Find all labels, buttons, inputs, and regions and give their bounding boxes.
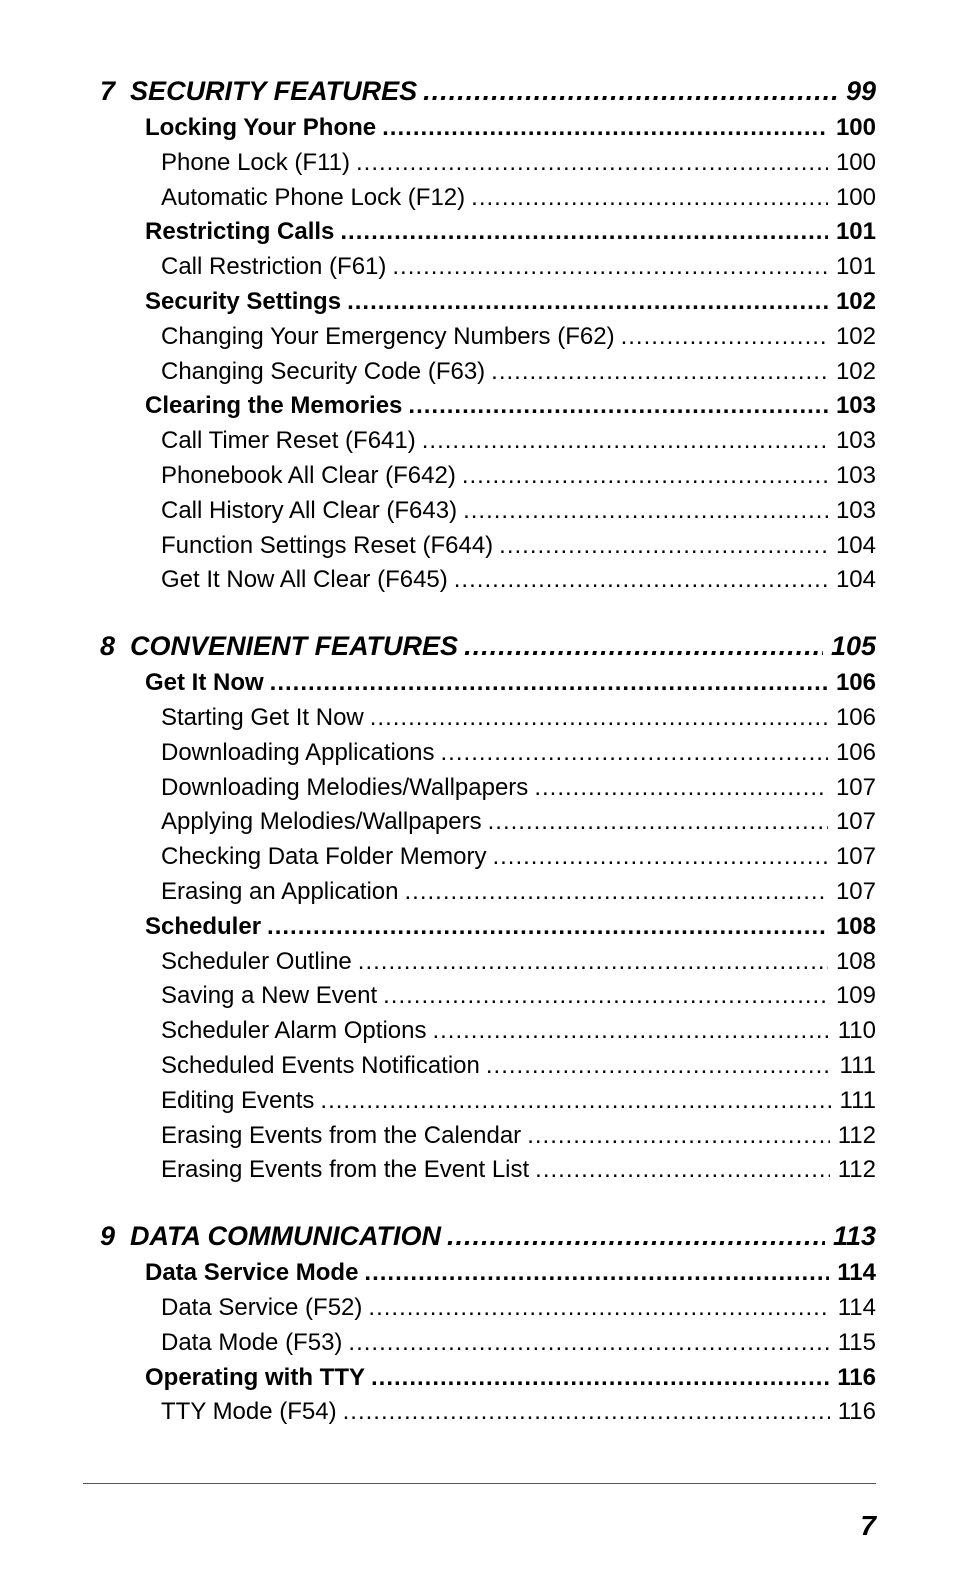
entry-page-number: 107 — [835, 877, 876, 905]
dot-leader — [382, 114, 828, 142]
toc-section-entry[interactable] — [100, 288, 876, 323]
entry-page-number: 101 — [835, 253, 876, 281]
entry-page-number: 108 — [835, 912, 876, 940]
chapter-number: 9 — [100, 1221, 116, 1252]
item-title: Changing Security Code (F63) — [161, 357, 486, 385]
dot-leader — [364, 1259, 829, 1287]
toc-item-entry[interactable] — [100, 358, 876, 393]
dot-leader — [348, 1329, 829, 1357]
toc-item-entry[interactable] — [100, 1398, 876, 1433]
chapter-heading[interactable] — [100, 76, 876, 114]
dot-leader — [486, 1052, 832, 1080]
dot-leader — [392, 253, 828, 281]
dot-leader — [347, 288, 828, 316]
item-title: Erasing Events from the Calendar — [161, 1121, 522, 1149]
section-title: Operating with TTY — [145, 1363, 365, 1391]
toc-item-entry[interactable] — [100, 982, 876, 1017]
dot-leader — [471, 184, 828, 212]
item-title: Function Settings Reset (F644) — [161, 531, 494, 559]
chapter-number: 7 — [100, 76, 116, 106]
dot-leader — [441, 739, 828, 767]
dot-leader — [462, 462, 828, 490]
section-title: Locking Your Phone — [145, 114, 377, 141]
entry-page-number: 111 — [839, 1086, 876, 1114]
dot-leader — [534, 774, 828, 802]
dot-leader — [464, 631, 823, 662]
section-title: Clearing the Memories — [145, 392, 403, 420]
chapter-title-text: CONVENIENT FEATURES — [130, 631, 459, 662]
item-title: Applying Melodies/Wallpapers — [161, 808, 482, 836]
item-title: Scheduler Outline — [161, 947, 352, 975]
toc-item-entry[interactable] — [100, 1156, 876, 1191]
toc-item-entry[interactable] — [100, 739, 876, 774]
dot-leader — [454, 566, 828, 594]
page-number: 7 — [860, 1510, 876, 1541]
item-title: Get It Now All Clear (F645) — [161, 566, 448, 594]
dot-leader — [358, 948, 828, 976]
dot-leader — [491, 358, 828, 386]
entry-page-number: 100 — [835, 114, 876, 141]
toc-item-entry[interactable] — [100, 462, 876, 497]
dot-leader — [370, 704, 828, 732]
dot-leader — [405, 878, 828, 906]
toc-section-entry[interactable] — [100, 1364, 876, 1399]
dot-leader — [527, 1122, 830, 1150]
chapter-number: 8 — [100, 631, 116, 662]
section-title: Get It Now — [145, 669, 264, 697]
chapter-block — [100, 631, 876, 1191]
toc-section-entry[interactable] — [100, 913, 876, 948]
entry-page-number: 102 — [835, 357, 876, 385]
toc-item-entry[interactable] — [100, 1052, 876, 1087]
toc-section-entry[interactable] — [100, 669, 876, 704]
toc-item-entry[interactable] — [100, 184, 876, 219]
item-title: Starting Get It Now — [161, 703, 364, 731]
dot-leader — [408, 392, 828, 420]
entry-page-number: 102 — [835, 322, 876, 350]
item-title: Saving a New Event — [161, 982, 378, 1010]
dot-leader — [383, 982, 828, 1010]
toc-item-entry[interactable] — [100, 948, 876, 983]
toc-section-entry[interactable] — [100, 114, 876, 149]
dot-leader — [499, 532, 828, 560]
chapter-title — [100, 631, 464, 662]
chapter-heading[interactable] — [100, 1221, 876, 1259]
item-title: Downloading Applications — [161, 738, 435, 766]
dot-leader — [492, 843, 828, 871]
entry-page-number: 106 — [835, 669, 876, 697]
entry-page-number: 106 — [835, 703, 876, 731]
item-title: Scheduled Events Notification — [161, 1051, 480, 1079]
dot-leader — [356, 149, 828, 177]
toc-item-entry[interactable] — [100, 704, 876, 739]
entry-page-number: 101 — [835, 218, 876, 246]
toc-item-entry[interactable] — [100, 878, 876, 913]
entry-page-number: 114 — [837, 1293, 876, 1321]
chapter-spacer — [100, 601, 876, 631]
entry-page-number: 100 — [835, 183, 876, 211]
toc-item-entry[interactable] — [100, 566, 876, 601]
chapter-block — [100, 1221, 876, 1433]
dot-leader — [488, 808, 828, 836]
entry-page-number: 116 — [837, 1398, 876, 1426]
dot-leader — [340, 218, 828, 246]
entry-page-number: 106 — [835, 738, 876, 766]
dot-leader — [422, 427, 828, 455]
entry-page-number: 116 — [837, 1363, 876, 1391]
toc-item-entry[interactable] — [100, 774, 876, 809]
item-title: Call History All Clear (F643) — [161, 496, 458, 524]
dot-leader — [447, 1221, 825, 1252]
entry-page-number: 107 — [835, 808, 876, 836]
entry-page-number: 103 — [835, 427, 876, 455]
item-title: Automatic Phone Lock (F12) — [161, 183, 466, 211]
dot-leader — [371, 1364, 829, 1392]
chapter-block — [100, 76, 876, 601]
chapter-spacer — [100, 1191, 876, 1221]
chapter-title-text: SECURITY FEATURES — [130, 76, 418, 106]
item-title: Scheduler Alarm Options — [161, 1017, 427, 1045]
toc-item-entry[interactable] — [100, 1087, 876, 1122]
item-title: Checking Data Folder Memory — [161, 843, 487, 871]
item-title: Changing Your Emergency Numbers (F62) — [161, 322, 615, 350]
chapter-page-number: 99 — [845, 76, 876, 106]
entry-page-number: 100 — [835, 148, 876, 176]
entry-page-number: 104 — [835, 531, 876, 559]
item-title: Call Timer Reset (F641) — [161, 427, 416, 455]
section-title: Data Service Mode — [145, 1259, 359, 1287]
chapter-title — [100, 76, 423, 107]
dot-leader — [368, 1294, 829, 1322]
item-title: Data Service (F52) — [161, 1293, 363, 1321]
entry-page-number: 102 — [835, 287, 876, 315]
toc-item-entry[interactable] — [100, 497, 876, 532]
item-title: TTY Mode (F54) — [161, 1398, 337, 1426]
toc-item-entry[interactable] — [100, 1294, 876, 1329]
entry-page-number: 112 — [837, 1156, 876, 1184]
footer-rule — [83, 1483, 876, 1484]
toc-item-entry[interactable] — [100, 1017, 876, 1052]
entry-page-number: 103 — [835, 392, 876, 420]
section-title: Scheduler — [145, 912, 262, 940]
entry-page-number: 115 — [837, 1328, 876, 1356]
item-title: Data Mode (F53) — [161, 1328, 343, 1356]
dot-leader — [320, 1087, 831, 1115]
dot-leader — [463, 497, 828, 525]
entry-page-number: 111 — [839, 1051, 876, 1079]
item-title: Call Restriction (F61) — [161, 253, 387, 281]
toc-item-entry[interactable] — [100, 532, 876, 567]
item-title: Erasing an Application — [161, 877, 399, 905]
entry-page-number: 107 — [835, 773, 876, 801]
entry-page-number: 103 — [835, 461, 876, 489]
entry-page-number: 103 — [835, 496, 876, 524]
table-of-contents — [100, 76, 876, 1433]
toc-item-entry[interactable] — [100, 253, 876, 288]
entry-page-number: 108 — [835, 947, 876, 975]
toc-item-entry[interactable] — [100, 1122, 876, 1157]
entry-page-number: 110 — [837, 1017, 876, 1045]
toc-item-entry[interactable] — [100, 843, 876, 878]
chapter-heading[interactable] — [100, 631, 876, 669]
toc-section-entry[interactable] — [100, 392, 876, 427]
entry-page-number: 112 — [837, 1121, 876, 1149]
chapter-page-number: 113 — [832, 1221, 876, 1252]
toc-section-entry[interactable] — [100, 1259, 876, 1294]
entry-page-number: 104 — [835, 566, 876, 594]
dot-leader — [270, 669, 828, 697]
section-title: Restricting Calls — [145, 218, 335, 246]
entry-page-number: 114 — [837, 1259, 876, 1287]
item-title: Phone Lock (F11) — [161, 148, 350, 176]
toc-item-entry[interactable] — [100, 427, 876, 462]
dot-leader — [343, 1398, 830, 1426]
toc-section-entry[interactable] — [100, 218, 876, 253]
toc-item-entry[interactable] — [100, 1329, 876, 1364]
dot-leader — [267, 913, 828, 941]
item-title: Erasing Events from the Event List — [161, 1156, 530, 1184]
toc-item-entry[interactable] — [100, 808, 876, 843]
entry-page-number: 107 — [835, 843, 876, 871]
dot-leader — [621, 323, 828, 351]
chapter-page-number: 105 — [830, 631, 876, 662]
item-title: Downloading Melodies/Wallpapers — [161, 773, 529, 801]
item-title: Phonebook All Clear (F642) — [161, 461, 456, 489]
toc-item-entry[interactable] — [100, 149, 876, 184]
entry-page-number: 109 — [835, 982, 876, 1010]
toc-item-entry[interactable] — [100, 323, 876, 358]
chapter-title — [100, 1221, 447, 1252]
dot-leader — [432, 1017, 829, 1045]
chapter-title-text: DATA COMMUNICATION — [130, 1221, 441, 1252]
dot-leader — [423, 76, 838, 107]
dot-leader — [535, 1156, 830, 1184]
item-title: Editing Events — [161, 1086, 315, 1114]
section-title: Security Settings — [145, 287, 342, 315]
